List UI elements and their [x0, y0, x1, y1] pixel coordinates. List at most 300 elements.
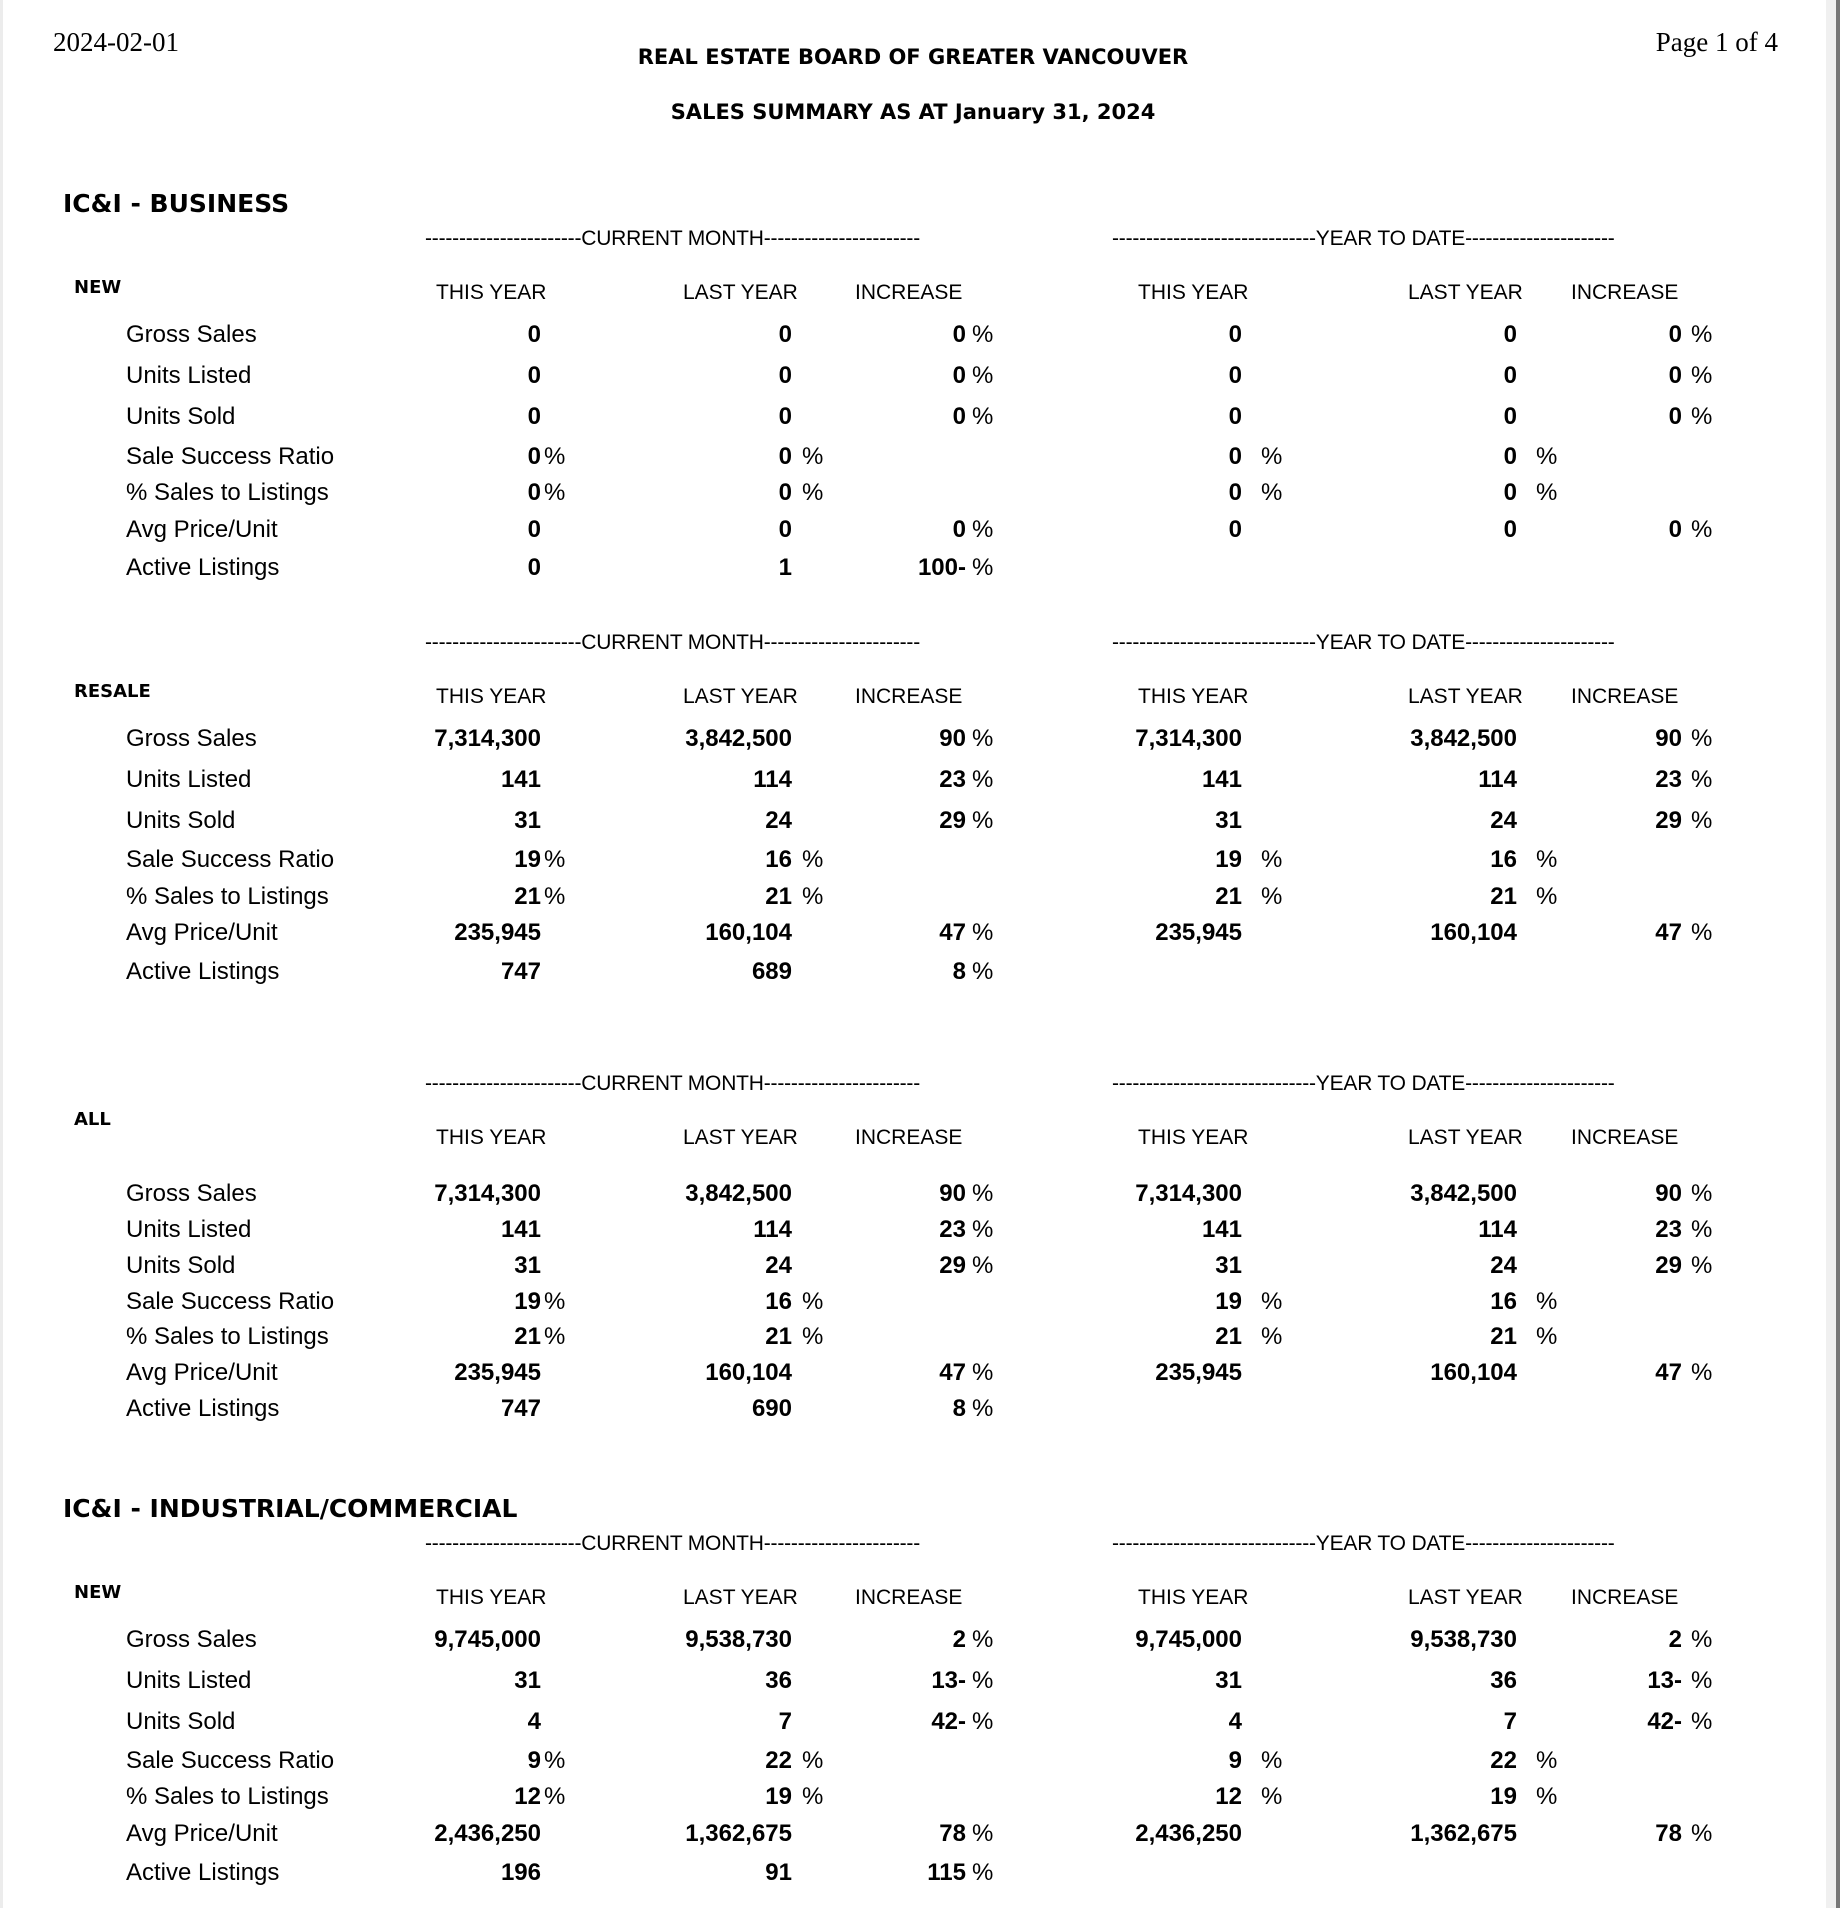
table-row — [0, 1669, 1840, 1699]
cm-this-year-header: THIS YEAR — [436, 685, 547, 708]
cm-this-year-value: 9 — [527, 1747, 541, 1774]
ytd-this-year-value: 0 — [1228, 479, 1242, 506]
ytd-last-year-value: 160,104 — [1430, 1359, 1517, 1386]
row-label: Gross Sales — [126, 725, 257, 752]
pct-sign: % — [802, 479, 824, 506]
cm-last-year-value: 3,842,500 — [685, 1180, 792, 1207]
table-row — [0, 364, 1840, 394]
pct-sign: % — [972, 554, 994, 581]
table-row — [0, 1861, 1840, 1891]
row-label: % Sales to Listings — [126, 1783, 329, 1810]
cm-increase-value: 115 — [927, 1859, 966, 1886]
table-row — [0, 1254, 1840, 1284]
cm-this-year-value: 235,945 — [454, 1359, 541, 1386]
pct-sign: % — [1261, 1288, 1283, 1315]
pct-sign: % — [1691, 403, 1713, 430]
pct-sign: % — [1536, 1747, 1558, 1774]
cm-last-year-value: 0 — [778, 362, 792, 389]
ytd-last-year-header: LAST YEAR — [1408, 1126, 1523, 1149]
ytd-increase-value: 29 — [1655, 1252, 1682, 1279]
ytd-increase-value: 23 — [1655, 1216, 1682, 1243]
ytd-this-year-value: 19 — [1215, 846, 1242, 873]
pct-sign: % — [544, 1747, 566, 1774]
pct-sign: % — [1691, 1708, 1713, 1735]
ytd-last-year-value: 7 — [1503, 1708, 1517, 1735]
ytd-this-year-value: 7,314,300 — [1135, 725, 1242, 752]
table-row — [0, 481, 1840, 511]
cm-last-year-value: 3,842,500 — [685, 725, 792, 752]
cm-increase-value: 0 — [952, 321, 966, 348]
ytd-increase-value: 47 — [1655, 919, 1682, 946]
pct-sign: % — [972, 1859, 994, 1886]
cm-increase-header: INCREASE — [855, 1586, 963, 1609]
cm-increase-value: 47 — [939, 919, 966, 946]
ytd-band: ------------------------------YEAR TO DATE---------------------- — [1112, 227, 1615, 250]
cm-last-year-value: 160,104 — [705, 1359, 792, 1386]
cm-last-year-value: 689 — [751, 958, 792, 985]
cm-this-year-header: THIS YEAR — [436, 1586, 547, 1609]
ytd-last-year-value: 16 — [1490, 846, 1517, 873]
pct-sign: % — [1691, 725, 1713, 752]
cm-increase-value: 8 — [952, 958, 966, 985]
pct-sign: % — [972, 958, 994, 985]
pct-sign: % — [544, 1288, 566, 1315]
pct-sign: % — [802, 883, 824, 910]
table-row — [0, 1785, 1840, 1815]
ytd-this-year-value: 31 — [1215, 1252, 1242, 1279]
row-label: Gross Sales — [126, 1180, 257, 1207]
cm-increase-value: 47 — [939, 1359, 966, 1386]
ytd-increase-value: 0 — [1668, 321, 1682, 348]
pct-sign: % — [1536, 1323, 1558, 1350]
ytd-last-year-value: 0 — [1503, 479, 1517, 506]
pct-sign: % — [802, 846, 824, 873]
row-label: Units Sold — [126, 1708, 236, 1735]
ytd-increase-header: INCREASE — [1571, 281, 1679, 304]
ytd-this-year-value: 31 — [1215, 807, 1242, 834]
ytd-last-year-value: 0 — [1503, 321, 1517, 348]
ytd-last-year-value: 3,842,500 — [1410, 725, 1517, 752]
pct-sign: % — [972, 1359, 994, 1386]
pct-sign: % — [1261, 443, 1283, 470]
pct-sign: % — [544, 1783, 566, 1810]
ytd-this-year-value: 0 — [1228, 321, 1242, 348]
page-edge-right — [1826, 0, 1836, 1908]
table-row — [0, 885, 1840, 915]
ytd-increase-value: 90 — [1655, 725, 1682, 752]
row-label: Sale Success Ratio — [126, 846, 335, 873]
cm-last-year-header: LAST YEAR — [683, 685, 798, 708]
ytd-increase-value: 90 — [1655, 1180, 1682, 1207]
table-row — [0, 1218, 1840, 1248]
cm-this-year-value: 31 — [514, 807, 541, 834]
pct-sign: % — [1536, 1783, 1558, 1810]
pct-sign: % — [972, 1820, 994, 1847]
table-row — [0, 445, 1840, 475]
viewer-scrollbar[interactable] — [1836, 0, 1840, 1908]
cm-increase-value: 2 — [952, 1626, 966, 1653]
group-label: NEW — [74, 1582, 122, 1603]
group-label: ALL — [74, 1109, 111, 1130]
pct-sign: % — [1261, 479, 1283, 506]
ytd-this-year-value: 141 — [1201, 766, 1242, 793]
pct-sign: % — [1536, 1288, 1558, 1315]
current-month-band: -----------------------CURRENT MONTH----------------------- — [425, 631, 920, 654]
ytd-last-year-value: 22 — [1490, 1747, 1517, 1774]
pct-sign: % — [1536, 846, 1558, 873]
table-row — [0, 1628, 1840, 1658]
table-row — [0, 518, 1840, 548]
cm-increase-header: INCREASE — [855, 1126, 963, 1149]
report-subtitle: SALES SUMMARY AS AT January 31, 2024 — [670, 100, 1156, 124]
ytd-band: ------------------------------YEAR TO DATE---------------------- — [1112, 631, 1615, 654]
cm-last-year-value: 114 — [753, 1216, 792, 1243]
ytd-band: ------------------------------YEAR TO DATE---------------------- — [1112, 1532, 1615, 1555]
ytd-this-year-value: 0 — [1228, 362, 1242, 389]
cm-last-year-value: 0 — [778, 479, 792, 506]
ytd-this-year-value: 19 — [1215, 1288, 1242, 1315]
cm-increase-value: 13- — [931, 1667, 966, 1694]
ytd-last-year-value: 0 — [1503, 362, 1517, 389]
row-label: % Sales to Listings — [126, 479, 329, 506]
cm-this-year-value: 7,314,300 — [434, 725, 541, 752]
pct-sign: % — [972, 1180, 994, 1207]
ytd-increase-value: 23 — [1655, 766, 1682, 793]
row-label: Units Listed — [126, 766, 252, 793]
pct-sign: % — [972, 725, 994, 752]
ytd-last-year-value: 1,362,675 — [1410, 1820, 1517, 1847]
page-indicator: Page 1 of 4 — [1655, 27, 1778, 57]
ytd-this-year-header: THIS YEAR — [1138, 685, 1249, 708]
current-month-band: -----------------------CURRENT MONTH----------------------- — [425, 1532, 920, 1555]
cm-increase-value: 0 — [952, 362, 966, 389]
table-row — [0, 1749, 1840, 1779]
pct-sign: % — [1691, 362, 1713, 389]
table-row — [0, 921, 1840, 951]
row-label: Avg Price/Unit — [126, 1359, 278, 1386]
cm-last-year-value: 7 — [778, 1708, 792, 1735]
cm-last-year-value: 21 — [765, 883, 792, 910]
ytd-this-year-value: 0 — [1228, 516, 1242, 543]
cm-increase-value: 23 — [939, 766, 966, 793]
cm-this-year-value: 19 — [514, 1288, 541, 1315]
ytd-last-year-value: 160,104 — [1430, 919, 1517, 946]
pct-sign: % — [1261, 883, 1283, 910]
row-label: Sale Success Ratio — [126, 1747, 335, 1774]
pct-sign: % — [972, 1395, 994, 1422]
pct-sign: % — [1261, 1747, 1283, 1774]
report-date: 2024-02-01 — [53, 27, 179, 57]
cm-increase-value: 29 — [939, 1252, 966, 1279]
ytd-increase-value: 13- — [1647, 1667, 1682, 1694]
pct-sign: % — [972, 403, 994, 430]
table-row — [0, 1397, 1840, 1427]
cm-last-year-value: 16 — [765, 1288, 792, 1315]
row-label: Active Listings — [126, 1859, 280, 1886]
row-label: Units Sold — [126, 1252, 236, 1279]
cm-this-year-header: THIS YEAR — [436, 281, 547, 304]
ytd-increase-value: 29 — [1655, 807, 1682, 834]
pct-sign: % — [972, 1252, 994, 1279]
row-label: Units Sold — [126, 807, 236, 834]
pct-sign: % — [972, 362, 994, 389]
cm-this-year-value: 196 — [500, 1859, 541, 1886]
group-label: NEW — [74, 277, 122, 298]
ytd-last-year-value: 3,842,500 — [1410, 1180, 1517, 1207]
cm-last-year-value: 690 — [751, 1395, 792, 1422]
ytd-last-year-value: 21 — [1490, 883, 1517, 910]
cm-this-year-value: 2,436,250 — [434, 1820, 541, 1847]
report-title: REAL ESTATE BOARD OF GREATER VANCOUVER — [637, 45, 1189, 69]
cm-increase-value: 8 — [952, 1395, 966, 1422]
cm-this-year-value: 31 — [514, 1252, 541, 1279]
cm-this-year-header: THIS YEAR — [436, 1126, 547, 1149]
ytd-last-year-value: 114 — [1478, 766, 1517, 793]
pct-sign: % — [802, 1783, 824, 1810]
cm-this-year-value: 0 — [527, 516, 541, 543]
ytd-last-year-value: 16 — [1490, 1288, 1517, 1315]
ytd-last-year-value: 114 — [1478, 1216, 1517, 1243]
table-row — [0, 1710, 1840, 1740]
ytd-this-year-value: 0 — [1228, 443, 1242, 470]
table-row — [0, 405, 1840, 435]
pct-sign: % — [802, 1288, 824, 1315]
ytd-this-year-value: 9,745,000 — [1135, 1626, 1242, 1653]
ytd-last-year-value: 0 — [1503, 443, 1517, 470]
row-label: Units Listed — [126, 362, 252, 389]
cm-increase-value: 0 — [952, 516, 966, 543]
pct-sign: % — [972, 1708, 994, 1735]
pct-sign: % — [1261, 1323, 1283, 1350]
ytd-increase-value: 0 — [1668, 362, 1682, 389]
cm-this-year-value: 0 — [527, 321, 541, 348]
pct-sign: % — [972, 1216, 994, 1243]
ytd-increase-value: 0 — [1668, 403, 1682, 430]
cm-increase-header: INCREASE — [855, 685, 963, 708]
ytd-increase-header: INCREASE — [1571, 685, 1679, 708]
cm-this-year-value: 31 — [514, 1667, 541, 1694]
ytd-this-year-value: 235,945 — [1155, 1359, 1242, 1386]
cm-this-year-value: 141 — [500, 1216, 541, 1243]
cm-this-year-value: 7,314,300 — [434, 1180, 541, 1207]
ytd-this-year-value: 2,436,250 — [1135, 1820, 1242, 1847]
cm-increase-value: 90 — [939, 1180, 966, 1207]
row-label: % Sales to Listings — [126, 883, 329, 910]
cm-last-year-header: LAST YEAR — [683, 1586, 798, 1609]
pct-sign: % — [972, 766, 994, 793]
cm-last-year-value: 0 — [778, 403, 792, 430]
ytd-this-year-value: 4 — [1228, 1708, 1242, 1735]
pct-sign: % — [544, 479, 566, 506]
pct-sign: % — [544, 443, 566, 470]
page-edge-left — [0, 0, 3, 1908]
pct-sign: % — [802, 1323, 824, 1350]
cm-this-year-value: 0 — [527, 479, 541, 506]
cm-increase-value: 23 — [939, 1216, 966, 1243]
pct-sign: % — [544, 1323, 566, 1350]
group-label: RESALE — [74, 681, 151, 702]
pct-sign: % — [972, 321, 994, 348]
current-month-band: -----------------------CURRENT MONTH----------------------- — [425, 227, 920, 250]
pct-sign: % — [1261, 1783, 1283, 1810]
table-row — [0, 809, 1840, 839]
table-row — [0, 1290, 1840, 1320]
table-row — [0, 323, 1840, 353]
cm-this-year-value: 0 — [527, 362, 541, 389]
pct-sign: % — [972, 919, 994, 946]
ytd-last-year-value: 24 — [1490, 807, 1517, 834]
row-label: % Sales to Listings — [126, 1323, 329, 1350]
pct-sign: % — [972, 807, 994, 834]
pct-sign: % — [1691, 1667, 1713, 1694]
ytd-increase-value: 42- — [1647, 1708, 1682, 1735]
cm-increase-header: INCREASE — [855, 281, 963, 304]
ytd-this-year-header: THIS YEAR — [1138, 1586, 1249, 1609]
ytd-this-year-value: 141 — [1201, 1216, 1242, 1243]
pct-sign: % — [1691, 1626, 1713, 1653]
ytd-this-year-header: THIS YEAR — [1138, 281, 1249, 304]
table-row — [0, 1325, 1840, 1355]
cm-this-year-value: 4 — [527, 1708, 541, 1735]
cm-last-year-value: 36 — [765, 1667, 792, 1694]
table-row — [0, 1182, 1840, 1212]
current-month-band: -----------------------CURRENT MONTH----------------------- — [425, 1072, 920, 1095]
pct-sign: % — [544, 883, 566, 910]
cm-this-year-value: 235,945 — [454, 919, 541, 946]
cm-increase-value: 90 — [939, 725, 966, 752]
cm-this-year-value: 141 — [500, 766, 541, 793]
cm-increase-value: 78 — [939, 1820, 966, 1847]
ytd-last-year-header: LAST YEAR — [1408, 281, 1523, 304]
pct-sign: % — [1691, 1359, 1713, 1386]
cm-this-year-value: 12 — [514, 1783, 541, 1810]
pct-sign: % — [1536, 443, 1558, 470]
cm-last-year-value: 9,538,730 — [685, 1626, 792, 1653]
ytd-increase-value: 0 — [1668, 516, 1682, 543]
cm-this-year-value: 21 — [514, 1323, 541, 1350]
table-row — [0, 1361, 1840, 1391]
ytd-this-year-value: 7,314,300 — [1135, 1180, 1242, 1207]
row-label: Avg Price/Unit — [126, 516, 278, 543]
cm-last-year-header: LAST YEAR — [683, 1126, 798, 1149]
row-label: Units Listed — [126, 1667, 252, 1694]
pct-sign: % — [1691, 1252, 1713, 1279]
table-row — [0, 556, 1840, 586]
ytd-increase-value: 78 — [1655, 1820, 1682, 1847]
cm-last-year-value: 0 — [778, 443, 792, 470]
cm-this-year-value: 747 — [500, 958, 541, 985]
ytd-last-year-value: 0 — [1503, 403, 1517, 430]
cm-last-year-value: 21 — [765, 1323, 792, 1350]
cm-last-year-value: 1,362,675 — [685, 1820, 792, 1847]
cm-this-year-value: 0 — [527, 403, 541, 430]
cm-last-year-value: 114 — [753, 766, 792, 793]
row-label: Gross Sales — [126, 1626, 257, 1653]
pct-sign: % — [1691, 1180, 1713, 1207]
pct-sign: % — [1536, 479, 1558, 506]
cm-increase-value: 42- — [931, 1708, 966, 1735]
ytd-last-year-value: 0 — [1503, 516, 1517, 543]
cm-increase-value: 29 — [939, 807, 966, 834]
ytd-increase-value: 2 — [1668, 1626, 1682, 1653]
pct-sign: % — [1691, 1216, 1713, 1243]
cm-this-year-value: 0 — [527, 443, 541, 470]
cm-this-year-value: 9,745,000 — [434, 1626, 541, 1653]
pct-sign: % — [544, 846, 566, 873]
ytd-last-year-value: 9,538,730 — [1410, 1626, 1517, 1653]
cm-last-year-value: 16 — [765, 846, 792, 873]
pct-sign: % — [1261, 846, 1283, 873]
pct-sign: % — [1691, 919, 1713, 946]
table-row — [0, 727, 1840, 757]
cm-last-year-value: 24 — [765, 807, 792, 834]
ytd-last-year-header: LAST YEAR — [1408, 685, 1523, 708]
ytd-this-year-value: 9 — [1228, 1747, 1242, 1774]
cm-last-year-value: 0 — [778, 321, 792, 348]
ytd-this-year-value: 21 — [1215, 883, 1242, 910]
ytd-this-year-value: 235,945 — [1155, 919, 1242, 946]
pct-sign: % — [1691, 516, 1713, 543]
pct-sign: % — [1691, 321, 1713, 348]
cm-increase-value: 0 — [952, 403, 966, 430]
ytd-last-year-value: 24 — [1490, 1252, 1517, 1279]
ytd-this-year-value: 21 — [1215, 1323, 1242, 1350]
row-label: Active Listings — [126, 1395, 280, 1422]
row-label: Avg Price/Unit — [126, 919, 278, 946]
ytd-this-year-value: 12 — [1215, 1783, 1242, 1810]
row-label: Units Listed — [126, 1216, 252, 1243]
cm-this-year-value: 747 — [500, 1395, 541, 1422]
pct-sign: % — [972, 1667, 994, 1694]
ytd-last-year-value: 19 — [1490, 1783, 1517, 1810]
pct-sign: % — [802, 443, 824, 470]
ytd-last-year-value: 21 — [1490, 1323, 1517, 1350]
cm-last-year-value: 22 — [765, 1747, 792, 1774]
ytd-this-year-header: THIS YEAR — [1138, 1126, 1249, 1149]
pct-sign: % — [972, 1626, 994, 1653]
pct-sign: % — [1691, 1820, 1713, 1847]
cm-last-year-value: 91 — [765, 1859, 792, 1886]
table-row — [0, 768, 1840, 798]
pct-sign: % — [802, 1747, 824, 1774]
ytd-band: ------------------------------YEAR TO DATE---------------------- — [1112, 1072, 1615, 1095]
pct-sign: % — [1691, 766, 1713, 793]
ytd-last-year-header: LAST YEAR — [1408, 1586, 1523, 1609]
cm-last-year-value: 1 — [778, 554, 792, 581]
table-row — [0, 960, 1840, 990]
row-label: Active Listings — [126, 958, 280, 985]
cm-last-year-value: 19 — [765, 1783, 792, 1810]
cm-last-year-value: 160,104 — [705, 919, 792, 946]
section-title-industrial: IC&I - INDUSTRIAL/COMMERCIAL — [63, 1494, 518, 1523]
cm-last-year-header: LAST YEAR — [683, 281, 798, 304]
ytd-increase-header: INCREASE — [1571, 1586, 1679, 1609]
ytd-this-year-value: 31 — [1215, 1667, 1242, 1694]
section-title-business: IC&I - BUSINESS — [63, 189, 290, 218]
row-label: Gross Sales — [126, 321, 257, 348]
cm-this-year-value: 19 — [514, 846, 541, 873]
ytd-last-year-value: 36 — [1490, 1667, 1517, 1694]
row-label: Sale Success Ratio — [126, 1288, 335, 1315]
row-label: Active Listings — [126, 554, 280, 581]
ytd-increase-header: INCREASE — [1571, 1126, 1679, 1149]
table-row — [0, 848, 1840, 878]
pct-sign: % — [1536, 883, 1558, 910]
pct-sign: % — [1691, 807, 1713, 834]
table-row — [0, 1822, 1840, 1852]
pct-sign: % — [972, 516, 994, 543]
ytd-this-year-value: 0 — [1228, 403, 1242, 430]
